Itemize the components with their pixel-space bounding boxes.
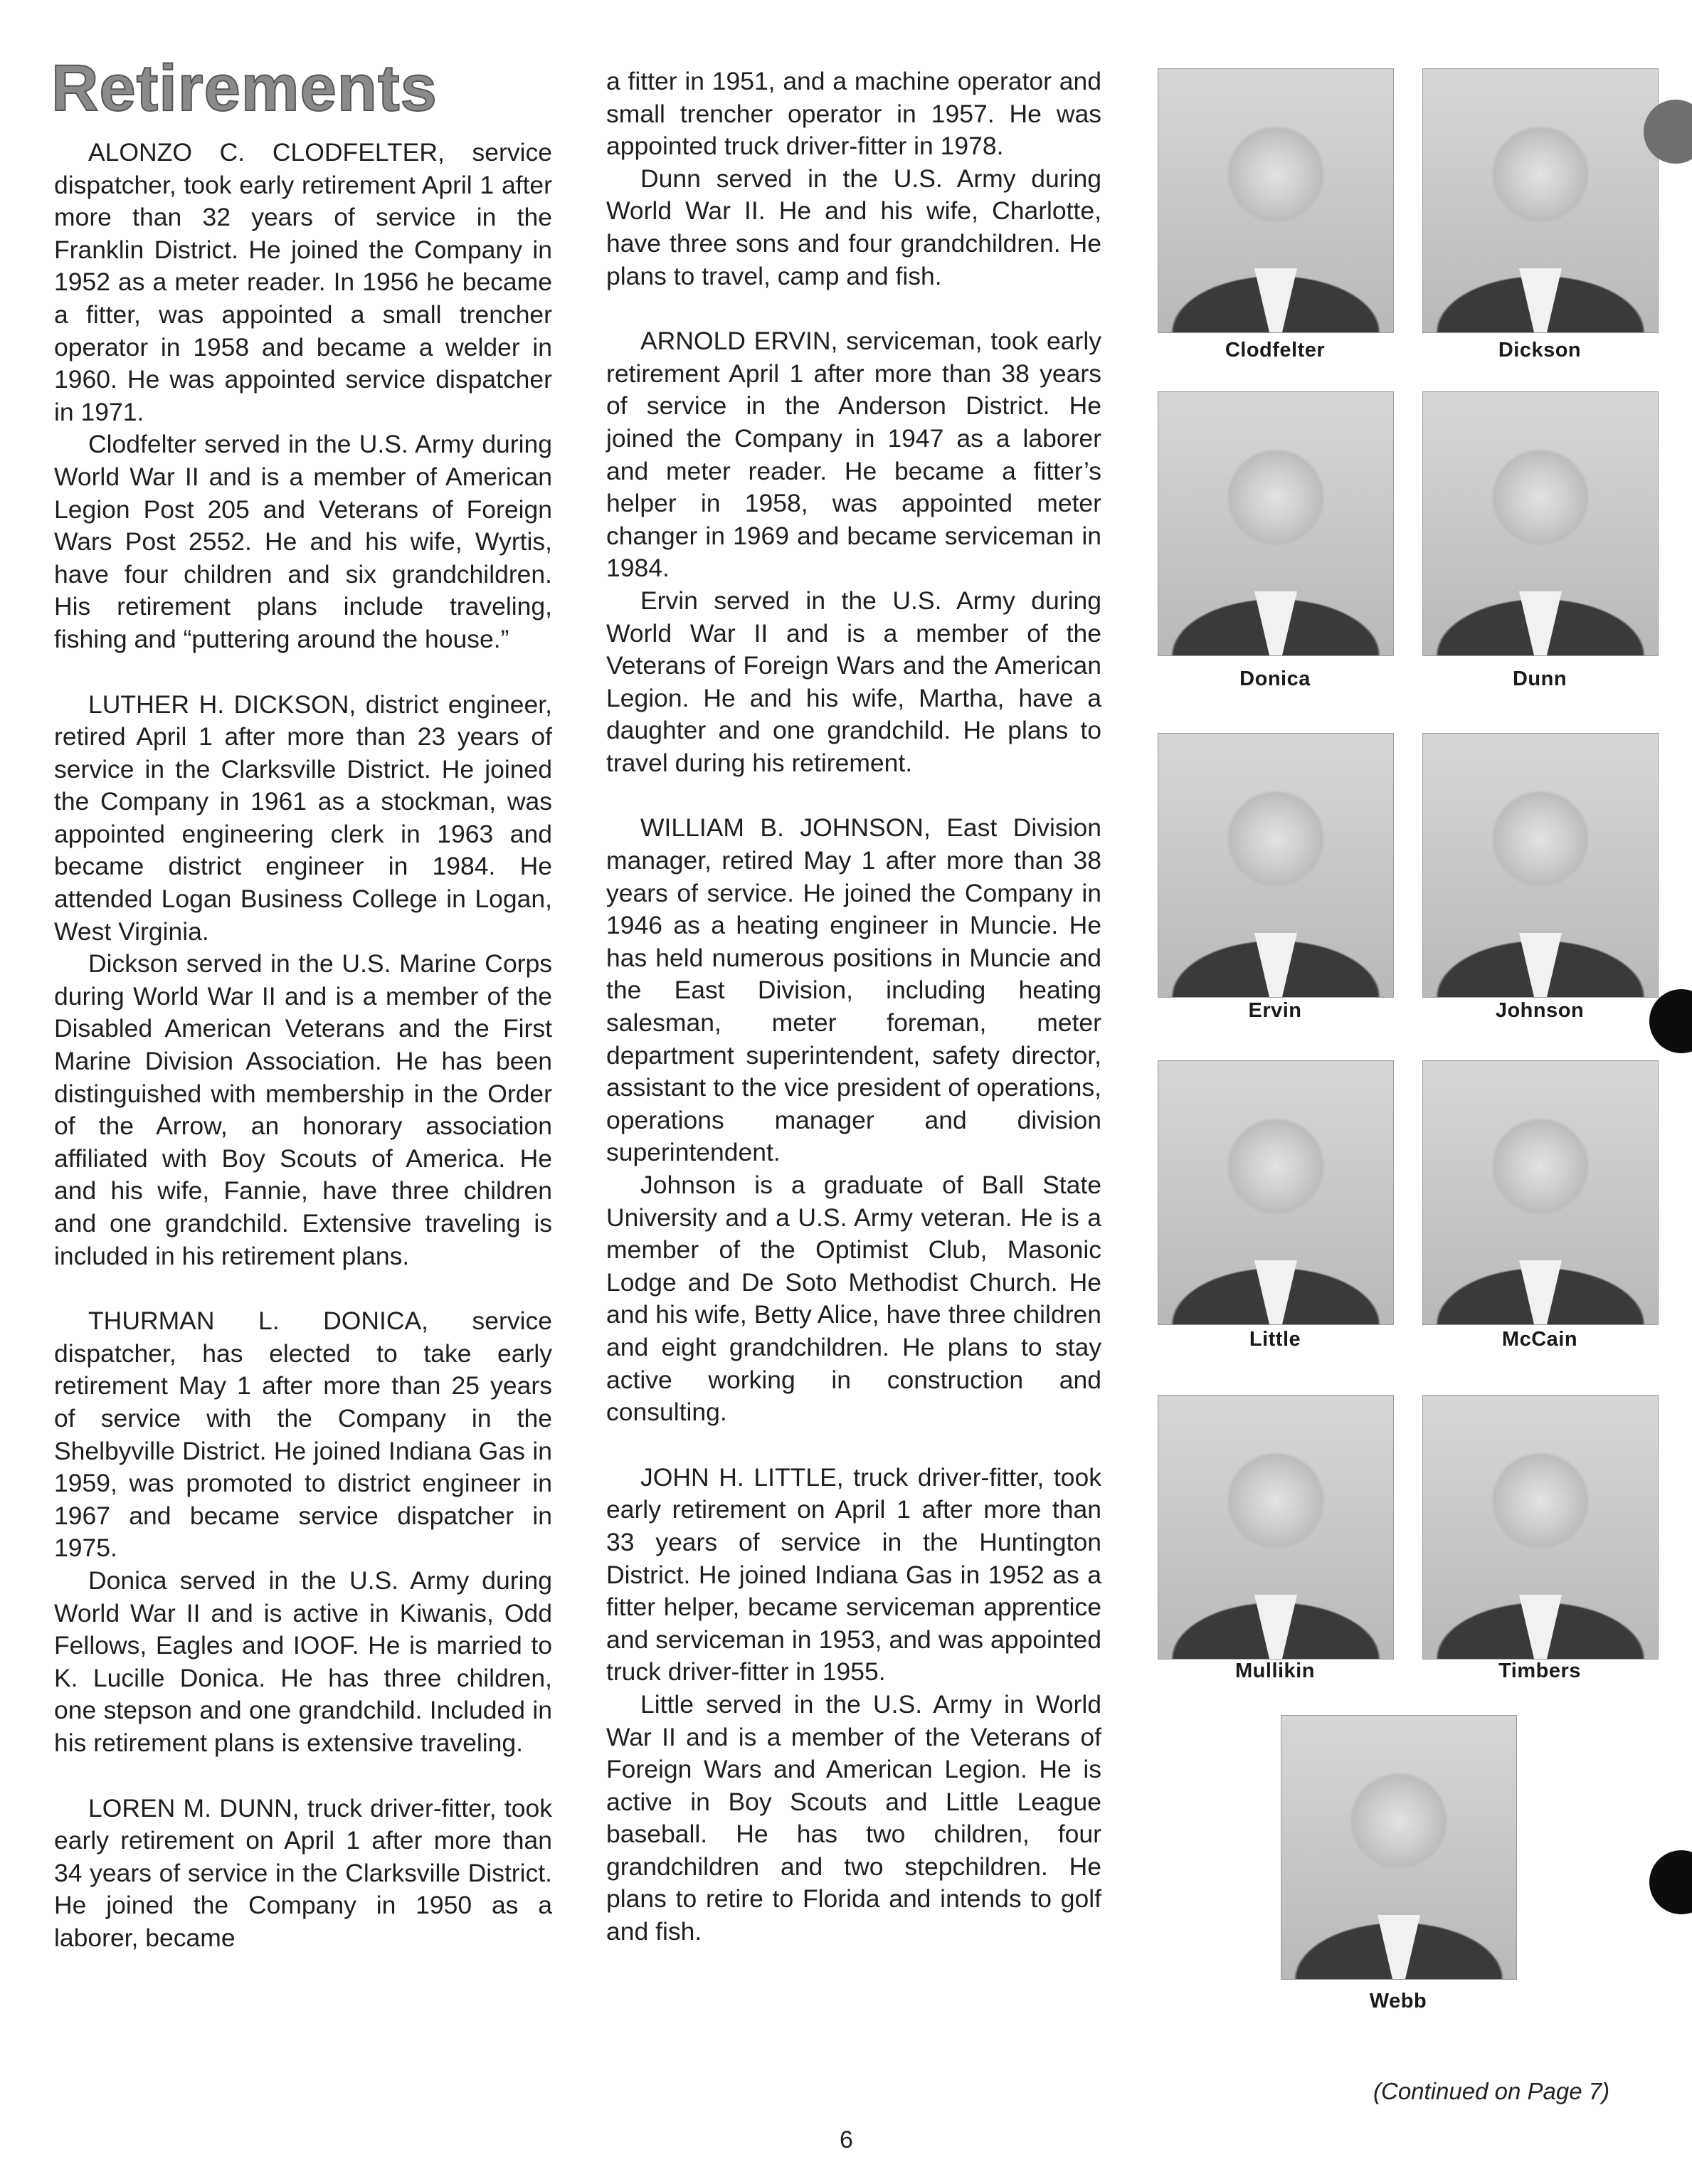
page-title: Retirements — [51, 52, 438, 125]
photo-caption: McCain — [1501, 1328, 1578, 1351]
clodfelter-paragraph-1: ALONZO C. CLODFELTER, service dispatcher, took early retirement April 1 after more than 32 years of service in the Franklin District. He joined the Company in 1952 as a meter reader. In 1956 he became a fitter, was appointed a small trencher operator in 1958 and became a welder in 1960. He was appointed service dispatcher in 1971. — [54, 138, 552, 426]
portrait-photo-ervin — [1158, 733, 1394, 998]
binder-hole-mark — [1649, 1850, 1692, 1914]
portrait-photo-dunn — [1422, 391, 1659, 656]
donica-paragraph-1: THURMAN L. DONICA, service dispatcher, has elected to take early retirement May 1 after more than 25 years of service with the Company in the Shelbyville District. He joined Indiana Gas in 1959, was promoted to district engineer in 1967 and became service dispatcher in 1975. — [54, 1307, 552, 1563]
continued-note: (Continued on Page 7) — [1373, 2078, 1610, 2104]
johnson-paragraph-1: WILLIAM B. JOHNSON, East Division manager, retired May 1 after more than 38 years of service. He joined the Company in 1946 as a heating engineer in Muncie. He has held numerous positions in Muncie and the East Division, including heating salesman, meter foreman, meter department superintendent, safety director, assistant to the vice president of operations, operations manager and division superintendent. — [606, 813, 1101, 1167]
dunn-paragraph-1-continued: a fitter in 1951, and a machine operator and small trencher operator in 1957. He was appointed truck driver-fitter in 1978. — [606, 67, 1101, 161]
photo-caption: Timbers — [1498, 1660, 1581, 1682]
portrait-photo-mccain — [1422, 1060, 1659, 1325]
portrait-photo-clodfelter — [1158, 68, 1394, 333]
portrait-photo-webb — [1281, 1715, 1517, 1980]
middle-column — [606, 65, 1101, 1948]
johnson-paragraph-2: Johnson is a graduate of Ball State University and a U.S. Army veteran. He is a member of the Optimist Club, Masonic Lodge and De Soto Methodist Church. He and his wife, Betty Alice, have three children and eight grandchildren. He plans to stay active working in construction and consulting. — [606, 1171, 1101, 1427]
photo-caption: Donica — [1239, 668, 1311, 690]
portrait-photo-donica — [1158, 391, 1394, 656]
photo-caption: Webb — [1369, 1990, 1427, 2012]
dickson-paragraph-2: Dickson served in the U.S. Marine Corps during World War II and is a member of the Disabled American Veterans and the First Marine Division Association. He has been distinguished with membership in the Order of the Arrow, an honorary association affiliated with Boy Scouts of America. He and his wife, Fannie, have three children and one grandchild. Extensive traveling is included in his retirement plans. — [54, 949, 552, 1270]
little-paragraph-2: Little served in the U.S. Army in World War II and is a member of the Veterans of Foreign Wars and American Legion. He is active in Boy Scouts and Little League baseball. He has two children, four grandchildren and two stepchildren. He plans to retire to Florida and intends to golf and fish. — [606, 1689, 1101, 1946]
photo-caption: Johnson — [1495, 999, 1585, 1022]
photo-caption: Dunn — [1512, 668, 1567, 690]
clodfelter-paragraph-2: Clodfelter served in the U.S. Army during World War II and is a member of American Legion Post 205 and Veterans of Foreign Wars Post 2552. He and his wife, Wyrtis, have four children and six grandchildren. His retirement plans include traveling, fishing and “puttering around the house.” — [54, 430, 552, 653]
portrait-photo-dickson — [1422, 68, 1659, 333]
photo-caption: Dickson — [1498, 339, 1582, 362]
dunn-paragraph-2: Dunn served in the U.S. Army during World War II. He and his wife, Charlotte, have three sons and four grandchildren. He plans to travel, camp and fish. — [606, 164, 1101, 290]
little-paragraph-1: JOHN H. LITTLE, truck driver-fitter, took early retirement on April 1 after more than 33 years of service in the Huntington District. He joined Indiana Gas in 1952 as a fitter helper, became serviceman apprentice and serviceman in 1953, and was appointed truck driver-fitter in 1955. — [606, 1462, 1101, 1687]
ervin-paragraph-1: ARNOLD ERVIN, serviceman, took early retirement April 1 after more than 38 years of service in the Anderson District. He joined the Company in 1947 as a laborer and meter reader. He became a fitter’s helper in 1958, was appointed meter changer in 1969 and became serviceman in 1984. — [606, 327, 1101, 583]
photo-caption: Clodfelter — [1225, 339, 1326, 362]
portrait-photo-mullikin — [1158, 1395, 1394, 1660]
portrait-photo-timbers — [1422, 1395, 1659, 1660]
donica-paragraph-2: Donica served in the U.S. Army during World War II and is active in Kiwanis, Odd Fellows, Eagles and IOOF. He is married to K. Lucille Donica. He has three children, one stepson and one grandchild. Included in his retirement plans is extensive traveling. — [54, 1566, 552, 1757]
page-number: 6 — [840, 2126, 853, 2153]
dunn-paragraph-1: LOREN M. DUNN, truck driver-fitter, took early retirement on April 1 after more than 34 years of service in the Clarksville District. He joined the Company in 1950 as a laborer, became — [54, 1793, 552, 1952]
photo-caption: Ervin — [1248, 999, 1302, 1022]
dickson-paragraph-1: LUTHER H. DICKSON, district engineer, retired April 1 after more than 23 years of service in the Clarksville District. He joined the Company in 1961 as a stockman, was appointed engineering clerk in 1963 and became district engineer in 1984. He attended Logan Business College in Logan, West Virginia. — [54, 690, 552, 946]
portrait-photo-johnson — [1422, 733, 1659, 998]
photo-caption: Little — [1249, 1328, 1301, 1351]
photo-caption: Mullikin — [1235, 1660, 1315, 1682]
ervin-paragraph-2: Ervin served in the U.S. Army during World War II and is a member of the Veterans of Foreign Wars and the American Legion. He and his wife, Martha, have a daughter and one grandchild. He plans to travel during his retirement. — [606, 586, 1101, 777]
portrait-photo-little — [1158, 1060, 1394, 1325]
left-column — [54, 137, 552, 1954]
